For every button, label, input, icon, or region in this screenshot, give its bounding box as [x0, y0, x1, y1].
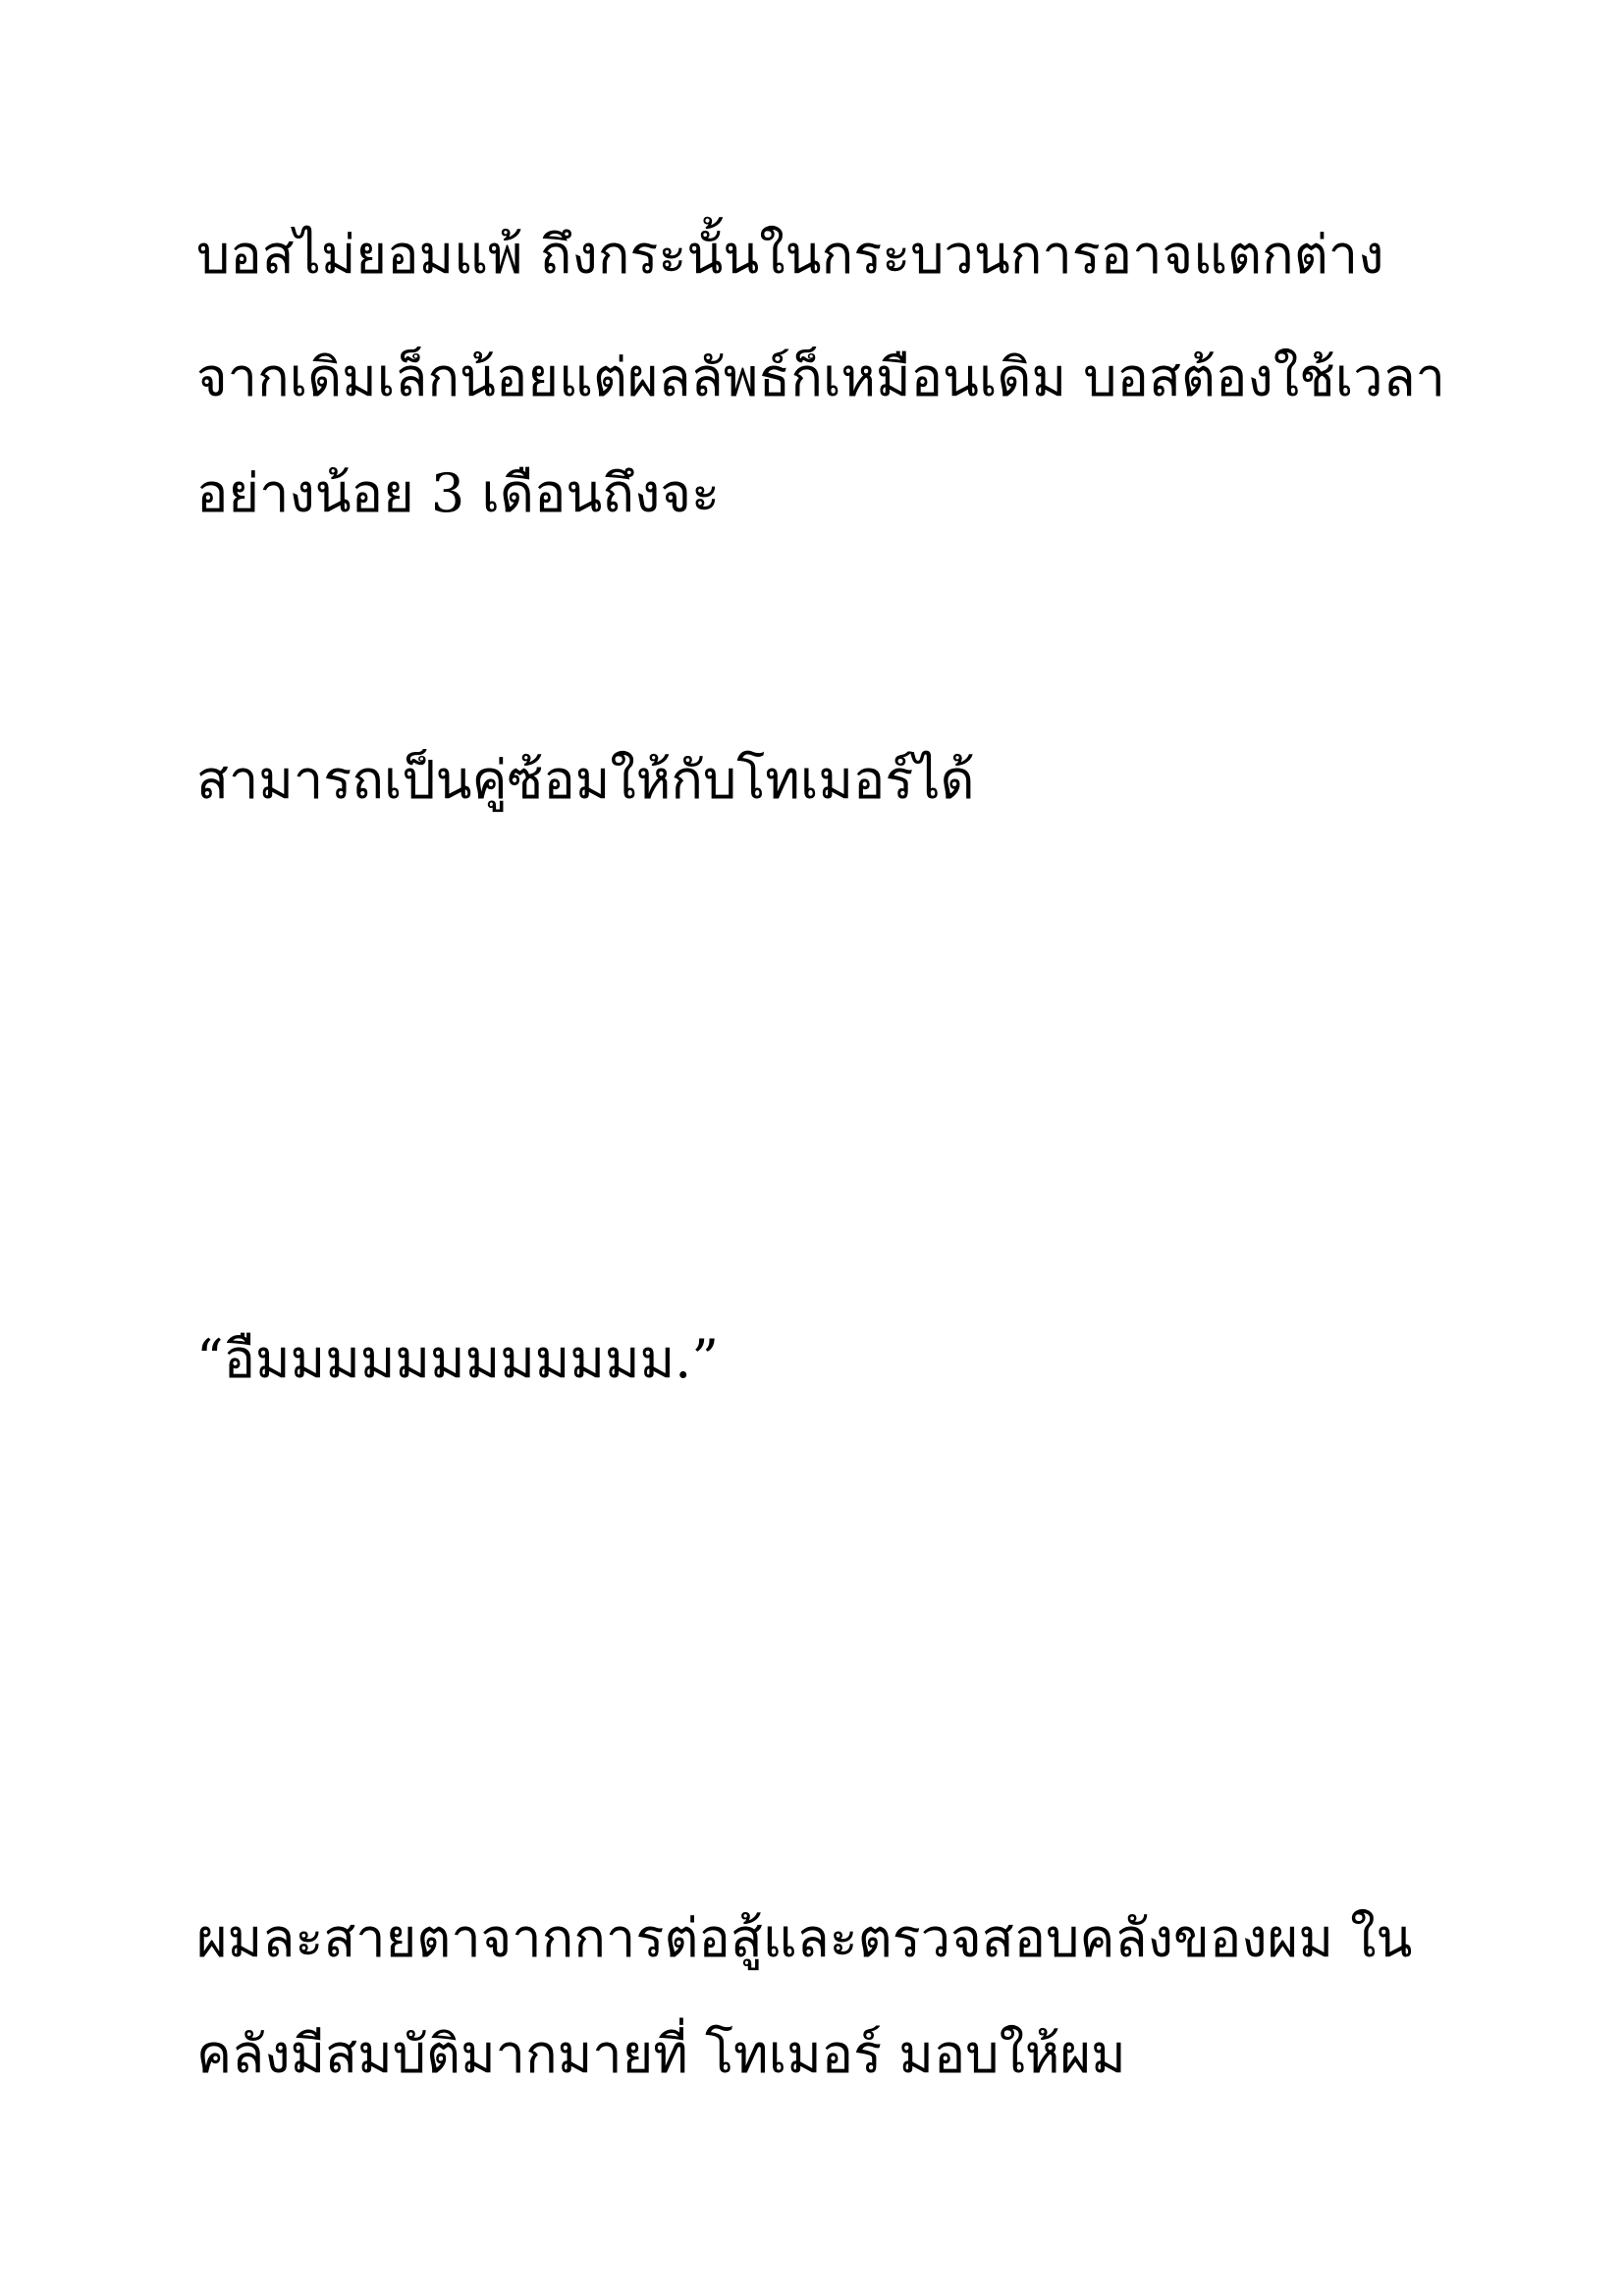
paragraph-2-line-1: สามารถเป็นคู่ซ้อมให้กับโทเมอร์ได้: [196, 749, 975, 811]
paragraph-1-line-2: จากเดิมเล็กน้อยแต่ผลลัพธ์ก็เหมือนเดิม บอสต้องใช้เวลา: [196, 347, 1445, 408]
paragraph-4-line-1: ผมละสายตาจากการต่อสู้และตรวจสอบคลังของผม ใน: [196, 1907, 1413, 1969]
paragraph-1-line-1: บอสไม่ยอมแพ้ ถึงกระนั้นในกระบวนการอาจแตกต่าง: [196, 224, 1384, 286]
dialogue-line: “อืมมมมมมมมมมมม.”: [196, 1328, 719, 1390]
paragraph-4-line-2: คลังมีสมบัติมากมายที่ โทเมอร์ มอบให้ผม: [196, 2023, 1126, 2085]
paragraph-1-line-3: อย่างน้อย 3 เดือนถึงจะ: [196, 462, 721, 524]
